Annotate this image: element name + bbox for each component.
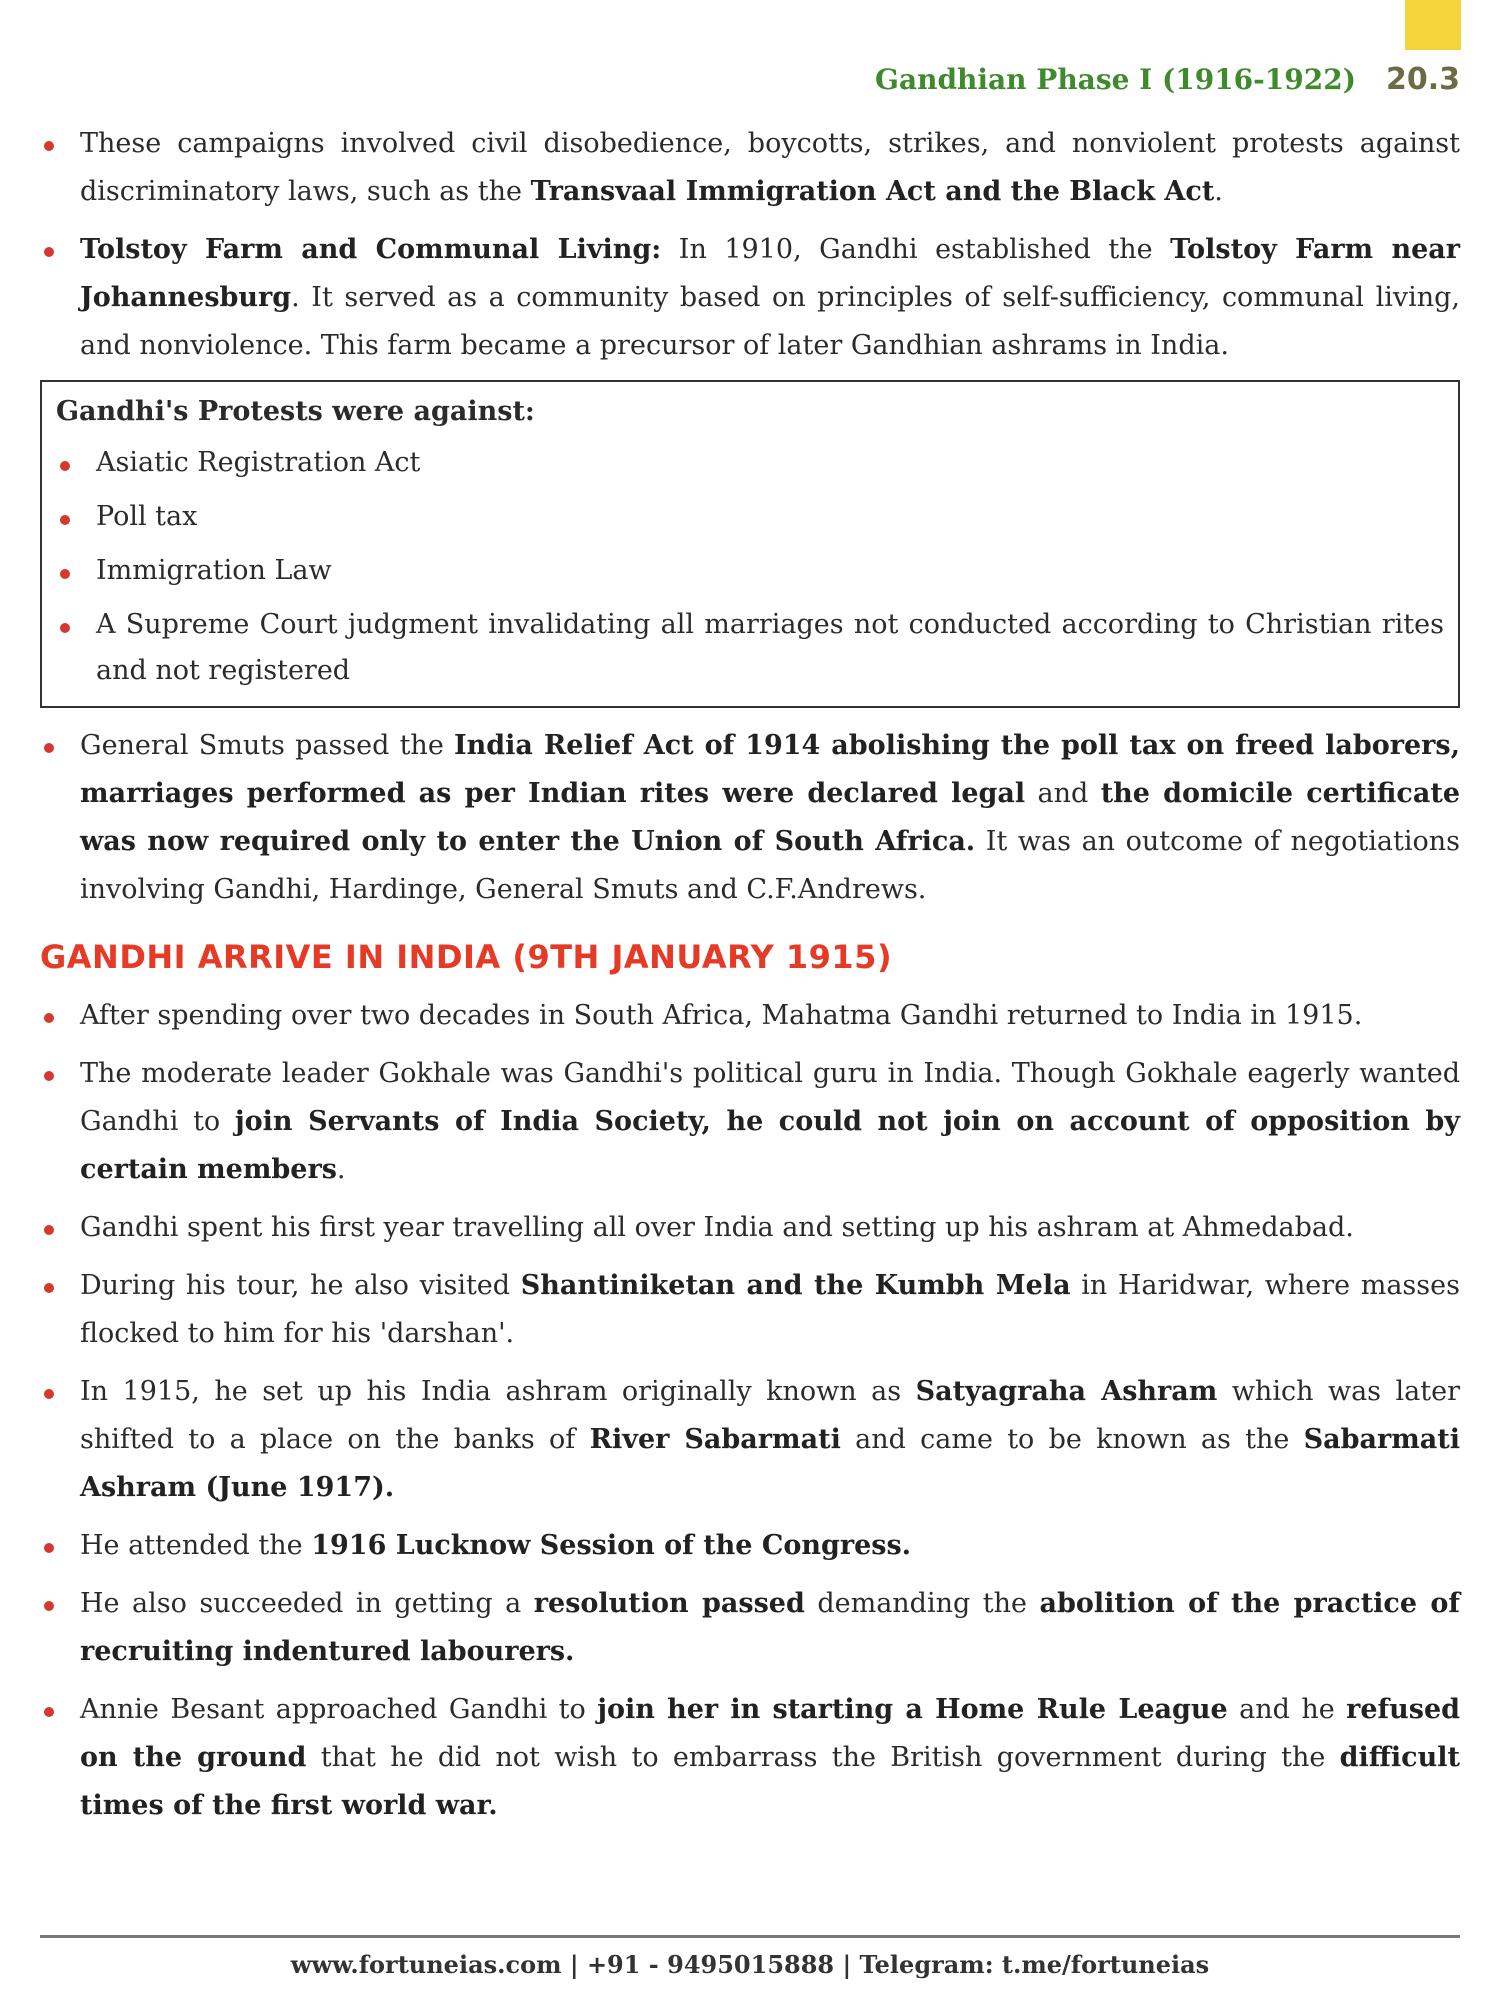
protests-box bbox=[40, 380, 1460, 708]
bullet-dot-icon bbox=[60, 569, 70, 579]
bullet-dot-icon bbox=[44, 247, 54, 257]
protests-box-title: Gandhi's Protests were against: bbox=[56, 396, 535, 427]
list-item: Tolstoy Farm and Communal Living: In 1910, Gandhi established the Tolstoy Farm near Johannesburg. It served as a community based on principles of self-sufficiency, communal living, and nonviolence. This farm became a precursor of later Gandhian ashrams in India. bbox=[40, 226, 1460, 370]
bullet-dot-icon bbox=[44, 743, 54, 753]
list-item: The moderate leader Gokhale was Gandhi's political guru in India. Though Gokhale eagerly wanted Gandhi to join Servants of India Society, he could not join on account of opposition by certain members. bbox=[40, 1050, 1460, 1194]
page-tab-marker bbox=[1405, 0, 1461, 50]
bullet-dot-icon bbox=[60, 515, 70, 525]
list-item: After spending over two decades in South Africa, Mahatma Gandhi returned to India in 1915. bbox=[40, 992, 1460, 1040]
section-heading: GANDHI ARRIVE IN INDIA (9TH JANUARY 1915) bbox=[40, 938, 893, 976]
chapter-title: Gandhian Phase I (1916-1922) bbox=[875, 63, 1356, 96]
bullet-dot-icon bbox=[60, 623, 70, 633]
list-item: He also succeeded in getting a resolution passed demanding the abolition of the practice of recruiting indentured labourers. bbox=[40, 1580, 1460, 1676]
footer-divider bbox=[40, 1935, 1460, 1938]
bullet-dot-icon bbox=[44, 1013, 54, 1023]
bullet-dot-icon bbox=[44, 141, 54, 151]
bullet-dot-icon bbox=[60, 461, 70, 471]
page-content bbox=[40, 120, 1460, 1840]
bullet-dot-icon bbox=[44, 1543, 54, 1553]
list-item: A Supreme Court judgment invalidating all marriages not conducted according to Christian rites and not registered bbox=[56, 602, 1444, 694]
list-item: During his tour, he also visited Shantiniketan and the Kumbh Mela in Haridwar, where masses flocked to him for his 'darshan'. bbox=[40, 1262, 1460, 1358]
list-item: Asiatic Registration Act bbox=[56, 440, 1444, 486]
page-header bbox=[875, 62, 1460, 97]
list-item: Immigration Law bbox=[56, 548, 1444, 594]
top-bullet-list bbox=[40, 120, 1460, 370]
page-footer: www.fortuneias.com | +91 - 9495015888 | Telegram: t.me/fortuneias bbox=[290, 1950, 1210, 1979]
list-item: Gandhi spent his first year travelling all over India and setting up his ashram at Ahmedabad. bbox=[40, 1204, 1460, 1252]
list-item: In 1915, he set up his India ashram originally known as Satyagraha Ashram which was later shifted to a place on the banks of River Sabarmati and came to be known as the Sabarmati Ashram (June 1917). bbox=[40, 1368, 1460, 1512]
bullet-dot-icon bbox=[44, 1225, 54, 1235]
list-item: He attended the 1916 Lucknow Session of the Congress. bbox=[40, 1522, 1460, 1570]
bullet-dot-icon bbox=[44, 1707, 54, 1717]
list-item: General Smuts passed the India Relief Act of 1914 abolishing the poll tax on freed laborers, marriages performed as per Indian rites were declared legal and the domicile certificate was now required only to enter the Union of South Africa. It was an outcome of negotiations involving Gandhi, Hardinge, General Smuts and C.F.Andrews. bbox=[40, 722, 1460, 914]
bullet-dot-icon bbox=[44, 1389, 54, 1399]
smuts-bullet-list bbox=[40, 722, 1460, 914]
list-item: Annie Besant approached Gandhi to join her in starting a Home Rule League and he refused on the ground that he did not wish to embarrass the British government during the difficult times of the first world war. bbox=[40, 1686, 1460, 1830]
page-number: 20.3 bbox=[1385, 62, 1460, 97]
list-item: Poll tax bbox=[56, 494, 1444, 540]
bullet-dot-icon bbox=[44, 1283, 54, 1293]
bullet-dot-icon bbox=[44, 1071, 54, 1081]
bullet-dot-icon bbox=[44, 1601, 54, 1611]
list-item: These campaigns involved civil disobedience, boycotts, strikes, and nonviolent protests against discriminatory laws, such as the Transvaal Immigration Act and the Black Act. bbox=[40, 120, 1460, 216]
protests-list bbox=[56, 440, 1444, 694]
section-bullet-list bbox=[40, 992, 1460, 1830]
